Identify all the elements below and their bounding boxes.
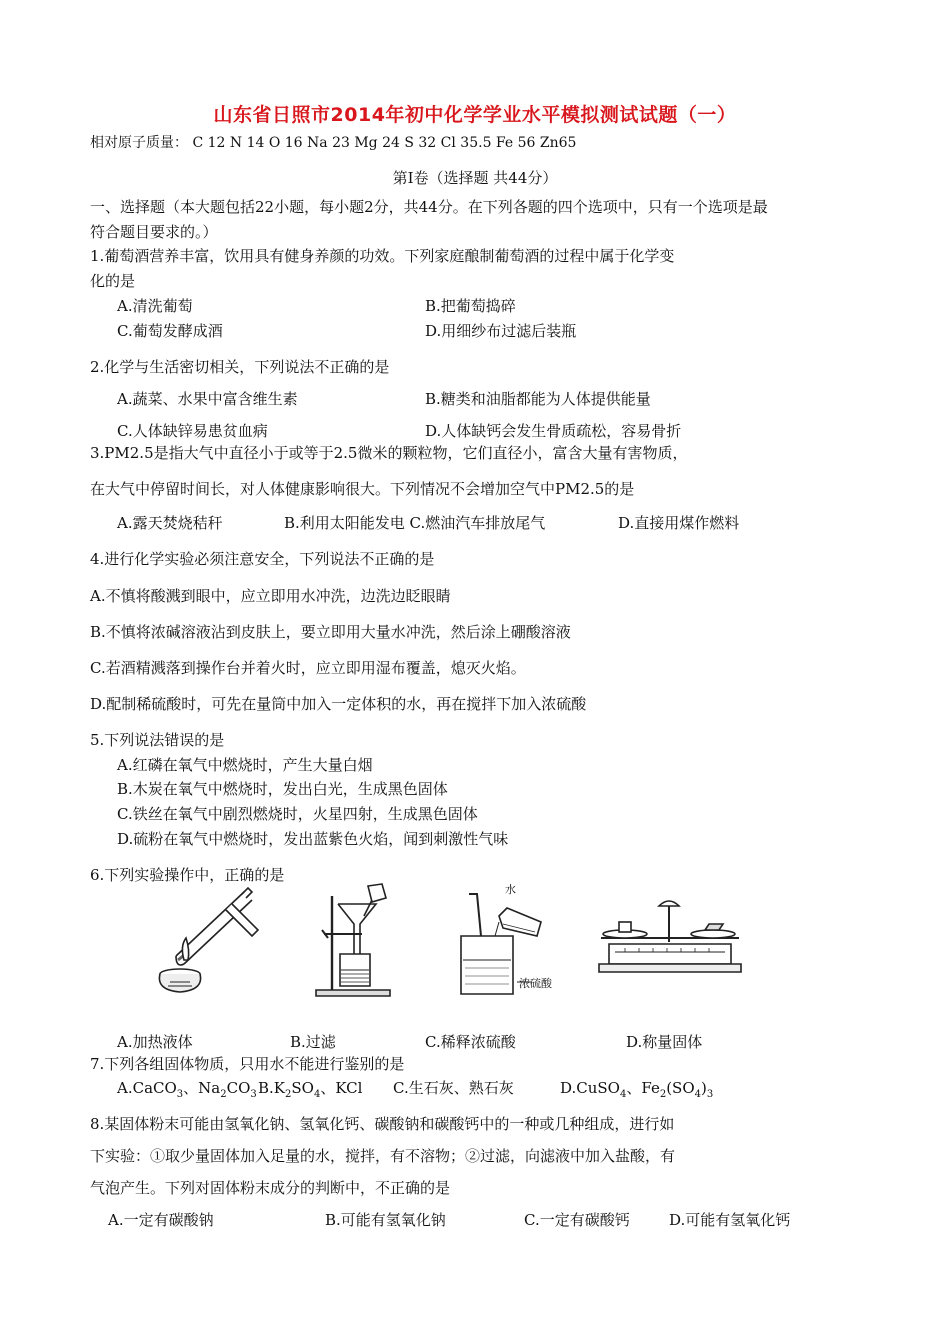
q3-option-d: D.直接用煤作燃料 <box>618 514 740 532</box>
q7-option-a: A.CaCO$_3$、$Na_2CO_3$ <box>117 1079 257 1100</box>
q5-option-c: C.铁丝在氧气中剧烈燃烧时，火星四射，生成黑色固体 <box>117 805 478 823</box>
q3-option-a: A.露天焚烧秸秆 <box>117 514 223 532</box>
q5-option-b: B.木炭在氧气中燃烧时，发出白光，生成黑色固体 <box>117 780 448 798</box>
q8-option-c: C.一定有碳酸钙 <box>524 1211 630 1229</box>
figure-heating-liquid <box>140 882 265 1002</box>
q7-option-b: $B.K_2SO_4$、KCl <box>258 1079 363 1100</box>
q3-option-bc: B.利用太阳能发电 C.燃油汽车排放尾气 <box>284 514 546 532</box>
q1-option-a: A.清洗葡萄 <box>117 297 193 315</box>
q4-option-d: D.配制稀硫酸时，可先在量筒中加入一定体积的水，再在搅拌下加入浓硫酸 <box>90 695 587 713</box>
q4-option-c: C.若酒精溅落到操作台并着火时，应立即用湿布覆盖，熄灭火焰。 <box>90 659 526 677</box>
label-water: 水 <box>505 883 516 896</box>
label-conc-sulfuric-acid: 浓硫酸 <box>519 977 552 990</box>
q5-option-a: A.红磷在氧气中燃烧时，产生大量白烟 <box>117 756 373 774</box>
q8-stem-line3: 气泡产生。下列对固体粉末成分的判断中，不正确的是 <box>90 1179 451 1197</box>
atomic-mass-line: 相对原子质量： C 12 N 14 O 16 Na 23 Mg 24 S 32 Cl 35.5 Fe 56 Zn65 <box>90 135 577 151</box>
q7-option-d: D.CuSO$_4$、$Fe_2(SO_4)_3$ <box>560 1079 714 1100</box>
q4-stem: 4.进行化学实验必须注意安全，下列说法不正确的是 <box>90 550 435 568</box>
q2-stem: 2.化学与生活密切相关，下列说法不正确的是 <box>90 358 390 376</box>
q3-stem-line2: 在大气中停留时间长，对人体健康影响很大。下列情况不会增加空气中PM2.5的是 <box>90 480 635 498</box>
q5-option-d: D.硫粉在氧气中燃烧时，发出蓝紫色火焰，闻到刺激性气味 <box>117 830 509 848</box>
section-intro-line1: 一、选择题（本大题包括22小题，每小题2分，共44分。在下列各题的四个选项中，只有一个选项是最 <box>90 198 768 216</box>
page-title: 山东省日照市2014年初中化学学业水平模拟测试试题（一） <box>213 104 737 126</box>
q3-stem-line1: 3.PM2.5是指大气中直径小于或等于2.5微米的颗粒物，它们直径小，富含大量有害物质， <box>90 444 688 462</box>
q5-stem: 5.下列说法错误的是 <box>90 731 225 749</box>
figure-balance <box>595 882 745 1002</box>
q2-option-a: A.蔬菜、水果中富含维生素 <box>117 390 298 408</box>
q2-option-b: B.糖类和油脂都能为人体提供能量 <box>425 390 651 408</box>
section-heading: 第Ⅰ卷（选择题 共44分） <box>392 169 558 187</box>
figure-diluting-acid <box>455 882 565 1002</box>
q8-stem-line1: 8.某固体粉末可能由氢氧化钠、氢氧化钙、碳酸钠和碳酸钙中的一种或几种组成，进行如 <box>90 1115 675 1133</box>
q6-stem: 6.下列实验操作中，正确的是 <box>90 866 285 884</box>
q8-option-d: D.可能有氢氧化钙 <box>669 1211 791 1229</box>
q6-option-a: A.加热液体 <box>117 1033 193 1051</box>
q1-option-d: D.用细纱布过滤后装瓶 <box>425 322 577 340</box>
q7-option-c: C.生石灰、熟石灰 <box>393 1079 514 1097</box>
q2-option-d: D.人体缺钙会发生骨质疏松，容易骨折 <box>425 422 682 440</box>
q1-stem-line2: 化的是 <box>90 272 136 290</box>
q6-option-c: C.稀释浓硫酸 <box>425 1033 516 1051</box>
q1-option-b: B.把葡萄捣碎 <box>425 297 516 315</box>
q6-option-d: D.称量固体 <box>626 1033 703 1051</box>
q6-option-b: B.过滤 <box>290 1033 336 1051</box>
q2-option-c: C.人体缺锌易患贫血病 <box>117 422 268 440</box>
q1-stem-line1: 1.葡萄酒营养丰富，饮用具有健身养颜的功效。下列家庭酿制葡萄酒的过程中属于化学变 <box>90 247 675 265</box>
q4-option-a: A.不慎将酸溅到眼中，应立即用水冲洗，边洗边眨眼睛 <box>90 587 451 605</box>
q4-option-b: B.不慎将浓碱溶液沾到皮肤上，要立即用大量水冲洗，然后涂上硼酸溶液 <box>90 623 571 641</box>
q8-option-a: A.一定有碳酸钠 <box>108 1211 214 1229</box>
q8-option-b: B.可能有氢氧化钠 <box>325 1211 446 1229</box>
q7-stem: 7.下列各组固体物质，只用水不能进行鉴别的是 <box>90 1055 405 1073</box>
q1-option-c: C.葡萄发酵成酒 <box>117 322 223 340</box>
q8-stem-line2: 下实验：①取少量固体加入足量的水，搅拌，有不溶物；②过滤，向滤液中加入盐酸，有 <box>90 1147 676 1165</box>
figure-filtration <box>310 882 420 1002</box>
section-intro-line2: 符合题目要求的。） <box>90 223 218 241</box>
